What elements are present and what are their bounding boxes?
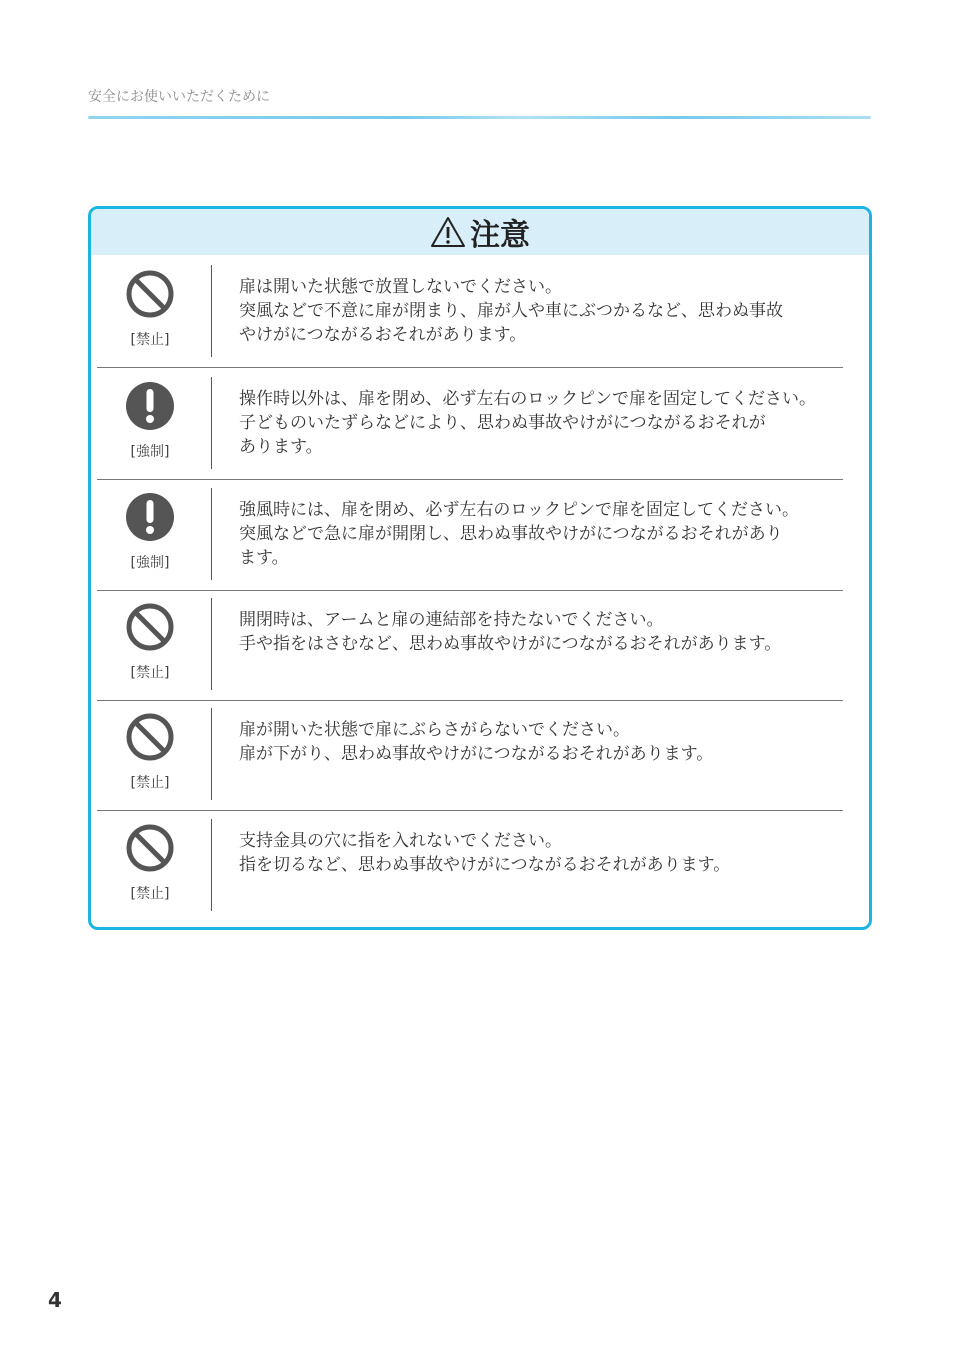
item-label: [禁止] bbox=[130, 775, 170, 791]
caution-item bbox=[97, 257, 843, 368]
mandatory-exclamation-icon bbox=[125, 492, 175, 542]
item-text-line: 扉は開いた状態で放置しないでください。 bbox=[239, 277, 562, 297]
divider-line bbox=[211, 708, 212, 800]
divider-line bbox=[211, 598, 212, 690]
caution-item bbox=[97, 811, 843, 921]
item-text bbox=[239, 387, 816, 459]
divider-line bbox=[211, 265, 212, 357]
item-text bbox=[239, 829, 730, 877]
item-label: [強制] bbox=[130, 444, 170, 460]
header-rule bbox=[88, 116, 871, 119]
divider-line bbox=[211, 488, 212, 580]
item-text-line: 手や指をはさむなど、思わぬ事故やけがにつながるおそれがあります。 bbox=[239, 634, 782, 654]
prohibition-icon bbox=[125, 602, 175, 652]
item-text-line: 扉が下がり、思わぬ事故やけがにつながるおそれがあります。 bbox=[239, 744, 714, 764]
item-label: [禁止] bbox=[130, 332, 170, 348]
item-text bbox=[239, 718, 713, 766]
item-text bbox=[239, 275, 783, 347]
item-text-line: あります。 bbox=[239, 437, 323, 457]
item-text bbox=[239, 608, 781, 656]
divider-line bbox=[211, 377, 212, 469]
prohibition-icon bbox=[125, 712, 175, 762]
item-text-line: 開閉時は、アームと扉の連結部を持たないでください。 bbox=[239, 610, 664, 630]
item-text-line: 強風時には、扉を閉め、必ず左右のロックピンで扉を固定してください。 bbox=[239, 500, 799, 520]
divider-line bbox=[211, 819, 212, 911]
caution-item bbox=[97, 590, 843, 701]
warning-triangle-icon bbox=[430, 216, 466, 248]
item-text-line: 操作時以外は、扉を閉め、必ず左右のロックピンで扉を固定してください。 bbox=[239, 389, 816, 409]
item-label: [強制] bbox=[130, 555, 170, 571]
item-text bbox=[239, 498, 799, 570]
prohibition-icon bbox=[125, 823, 175, 873]
caution-title: 注意 bbox=[470, 218, 530, 253]
running-header: 安全にお使いいただくために bbox=[88, 89, 270, 105]
item-text-line: やけがにつながるおそれがあります。 bbox=[239, 325, 527, 345]
page-number: 4 bbox=[48, 1288, 62, 1312]
item-text-line: 扉が開いた状態で扉にぶらさがらないでください。 bbox=[239, 720, 630, 740]
prohibition-icon bbox=[125, 269, 175, 319]
item-text-line: ます。 bbox=[239, 548, 289, 568]
caution-item bbox=[97, 480, 843, 591]
item-text-line: 支持金具の穴に指を入れないでください。 bbox=[239, 831, 562, 851]
item-label: [禁止] bbox=[130, 665, 170, 681]
caution-item bbox=[97, 700, 843, 811]
mandatory-exclamation-icon bbox=[125, 381, 175, 431]
caution-header bbox=[91, 209, 869, 255]
item-text-line: 子どものいたずらなどにより、思わぬ事故やけがにつながるおそれが bbox=[239, 413, 766, 433]
item-text-line: 突風などで不意に扉が閉まり、扉が人や車にぶつかるなど、思わぬ事故 bbox=[239, 301, 783, 321]
caution-box bbox=[88, 206, 872, 930]
item-label: [禁止] bbox=[130, 886, 170, 902]
caution-item bbox=[97, 369, 843, 480]
item-text-line: 指を切るなど、思わぬ事故やけがにつながるおそれがあります。 bbox=[239, 855, 731, 875]
item-text-line: 突風などで急に扉が開閉し、思わぬ事故やけがにつながるおそれがあり bbox=[239, 524, 783, 544]
